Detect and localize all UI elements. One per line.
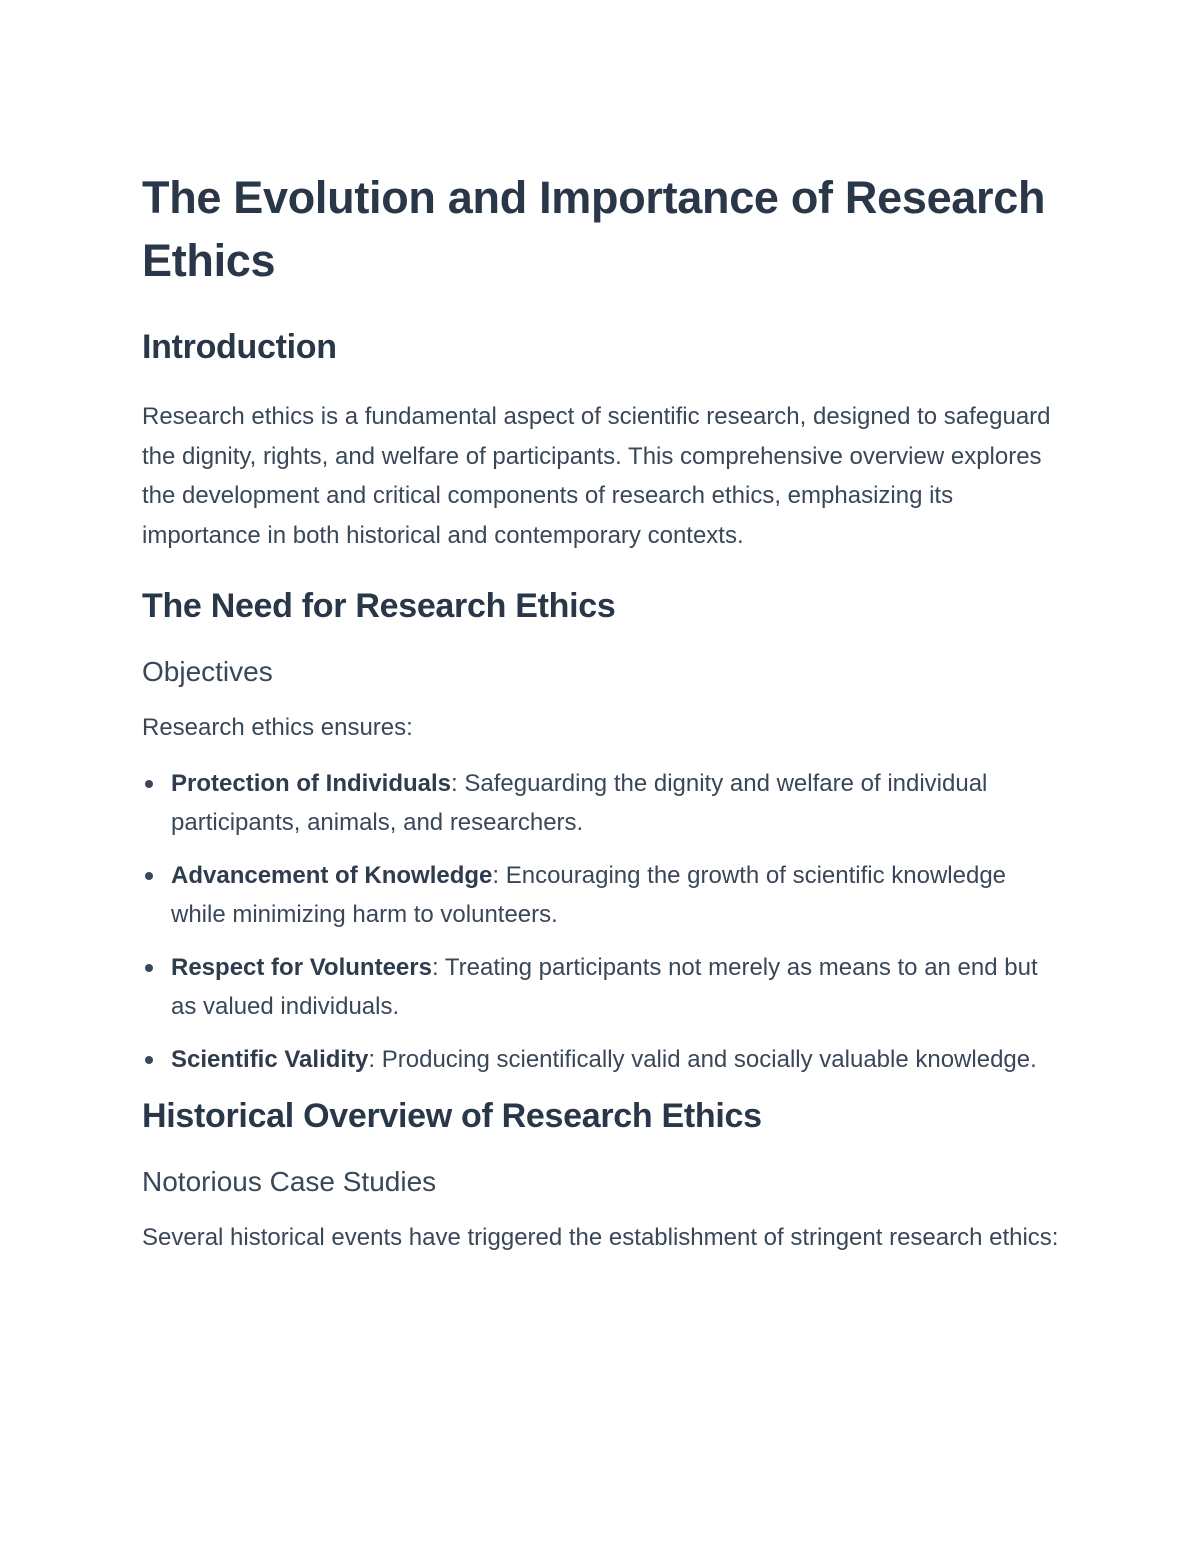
section-heading-introduction: Introduction [142, 328, 337, 366]
list-item [142, 764, 1062, 843]
bullet-icon [145, 872, 153, 880]
list-item-text: : Safeguarding the dignity and welfare of individual participants, animals, and researchers. [171, 769, 988, 836]
list-item-term: Scientific Validity [171, 1045, 369, 1073]
list-item-text: : Encouraging the growth of scientific knowledge while minimizing harm to volunteers. [171, 861, 1007, 928]
section-heading-history: Historical Overview of Research Ethics [142, 1097, 762, 1135]
introduction-paragraph: Research ethics is a fundamental aspect of scientific research, designed to safeguard the dignity, rights, and welfare of participants. This comprehensive overview explores the development and critical components of research ethics, emphasizing its importance in both historical and contemporary contexts. [142, 403, 1051, 549]
bullet-icon [145, 780, 153, 788]
document-title: The Evolution and Importance of Research Ethics [142, 172, 1046, 286]
history-paragraph: Several historical events have triggered the establishment of stringent research ethics: [142, 1224, 1059, 1251]
objectives-lead: Research ethics ensures: [142, 714, 413, 741]
list-item-term: Respect for Volunteers [171, 953, 432, 981]
list-item-text: : Treating participants not merely as means to an end but as valued individuals. [171, 953, 1038, 1020]
objectives-list [142, 764, 1062, 1080]
list-item [142, 856, 1062, 935]
section-heading-need: The Need for Research Ethics [142, 587, 616, 625]
list-item [142, 948, 1062, 1027]
list-item-term: Advancement of Knowledge [171, 861, 493, 889]
subheading-objectives: Objectives [142, 656, 273, 687]
bullet-icon [145, 1056, 153, 1064]
list-item [142, 1040, 1062, 1080]
list-item-term: Protection of Individuals [171, 769, 452, 797]
bullet-icon [145, 964, 153, 972]
subheading-case-studies: Notorious Case Studies [142, 1166, 437, 1197]
list-item-text: : Producing scientifically valid and socially valuable knowledge. [368, 1045, 1037, 1073]
